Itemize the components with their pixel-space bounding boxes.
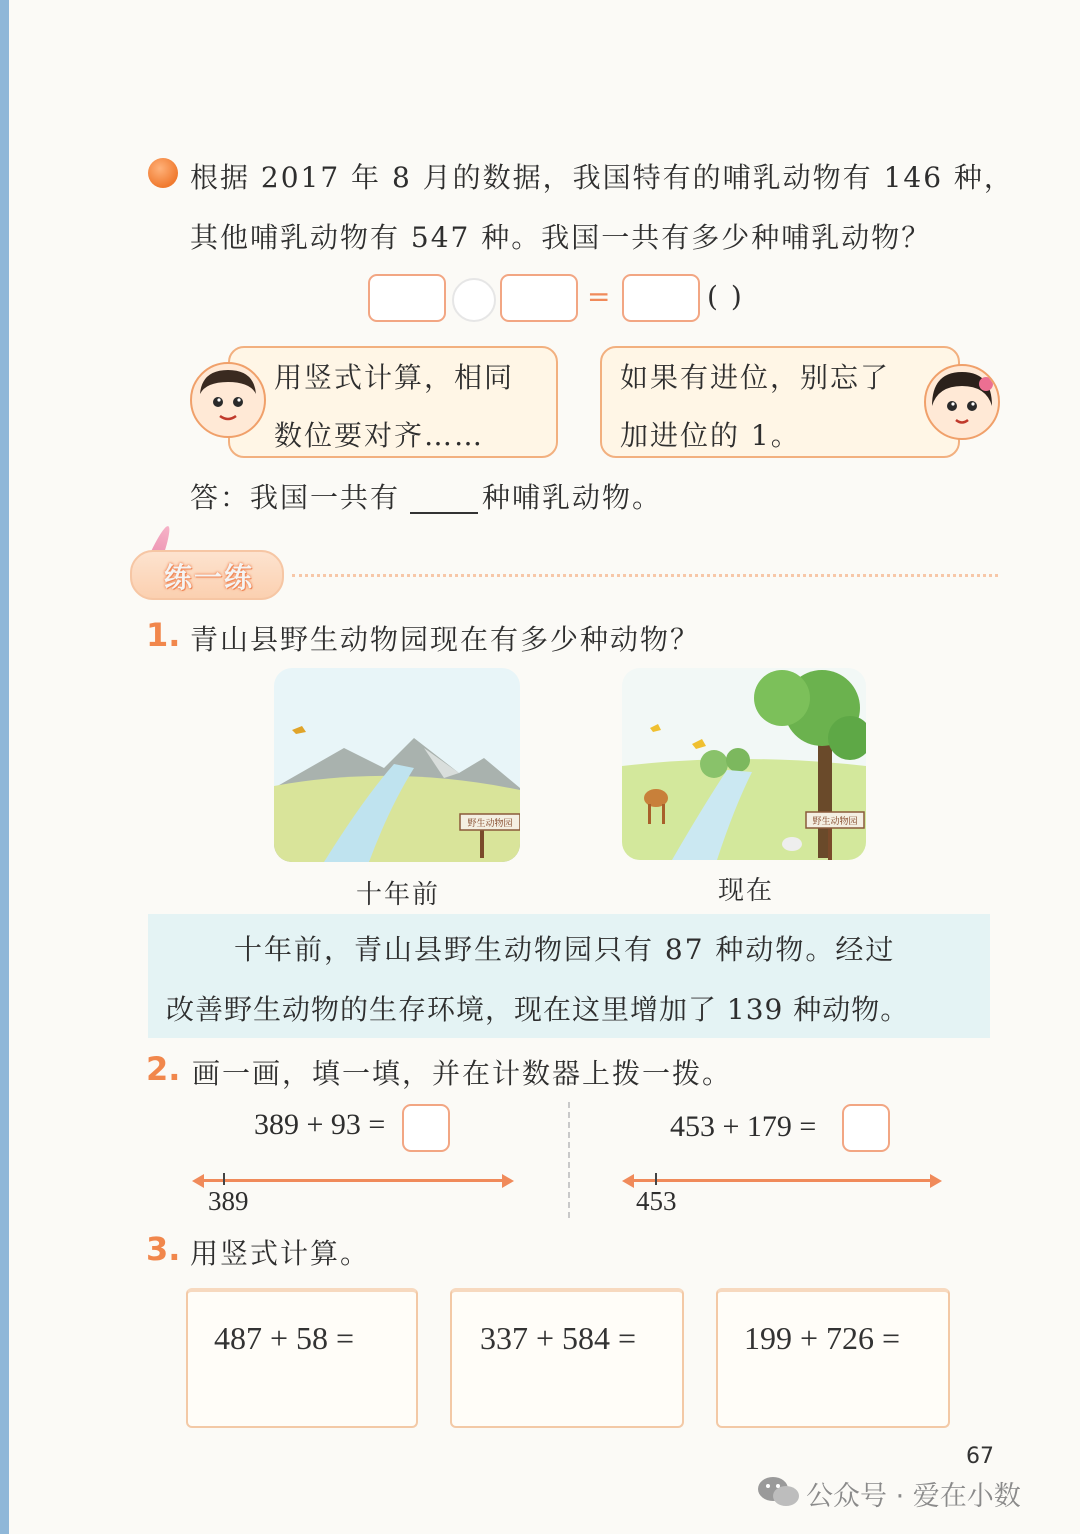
pic1-sign-text: 野生动物园	[467, 819, 513, 829]
q2-right-start-label: 453	[636, 1186, 677, 1216]
answer-blank[interactable]	[410, 512, 478, 514]
q2-left-arrow-right-icon	[502, 1174, 514, 1188]
q2-number: 2.	[146, 1050, 181, 1088]
q3-card-2[interactable]	[450, 1288, 684, 1428]
practice-title: 练一练	[164, 561, 255, 594]
equation-operand-box-2[interactable]	[500, 274, 578, 322]
picture-ten-years-ago	[274, 668, 520, 862]
q3-text: 用竖式计算。	[190, 1237, 371, 1270]
page-number: 67	[966, 1444, 994, 1469]
q2-right-expression: 453 + 179 =	[670, 1110, 817, 1143]
q2-left-number-line[interactable]	[200, 1179, 504, 1182]
boy-bubble-line-2: 数位要对齐……	[274, 419, 485, 452]
bullet-icon	[148, 158, 178, 188]
q3-expression-1: 487 + 58 =	[214, 1320, 355, 1356]
q2-right-start-tick	[655, 1173, 657, 1185]
q2-left-expression: 389 + 93 =	[254, 1108, 386, 1141]
book-spine-edge	[0, 0, 9, 1534]
girl-bubble-line-2: 加进位的 1。	[620, 419, 801, 452]
story-line-2: 改善野生动物的生存环境，现在这里增加了 139 种动物。	[166, 993, 910, 1026]
intro-line-1: 根据 2017 年 8 月的数据，我国特有的哺乳动物有 146 种，	[190, 161, 1014, 194]
equation-equals: =	[587, 280, 613, 313]
q3-expression-3: 199 + 726 =	[744, 1320, 901, 1356]
q2-right-number-line[interactable]	[630, 1179, 934, 1182]
caption-ten-years-ago: 十年前	[356, 880, 441, 910]
intro-line-2: 其他哺乳动物有 547 种。我国一共有多少种哺乳动物？	[190, 221, 932, 254]
story-line-1: 十年前，青山县野生动物园只有 87 种动物。经过	[234, 933, 896, 966]
q1-number: 1.	[146, 616, 181, 654]
q3-number: 3.	[146, 1230, 181, 1268]
q2-left-start-tick	[223, 1173, 225, 1185]
q3-card-1[interactable]	[186, 1288, 418, 1428]
caption-now: 现在	[718, 876, 775, 906]
q2-right-arrow-right-icon	[930, 1174, 942, 1188]
q2-left-start-label: 389	[208, 1186, 249, 1216]
answer-suffix: 种哺乳动物。	[482, 481, 663, 514]
q2-right-answer-box[interactable]	[842, 1104, 890, 1152]
pic2-sign-text: 野生动物园	[812, 817, 858, 827]
q2-left-answer-box[interactable]	[402, 1104, 450, 1152]
q1-text: 青山县野生动物园现在有多少种动物？	[190, 623, 701, 656]
q3-expression-2: 337 + 584 =	[480, 1320, 637, 1356]
q2-dashed-divider	[568, 1102, 570, 1218]
equation-result-box[interactable]	[622, 274, 700, 322]
boy-face-icon	[192, 364, 264, 436]
boy-bubble-line-1: 用竖式计算，相同	[274, 361, 515, 394]
equation-unit-parens: ( )	[707, 280, 744, 313]
equation-operand-box-1[interactable]	[368, 274, 446, 322]
q2-text: 画一画，填一填，并在计数器上拨一拨。	[192, 1057, 733, 1090]
q3-card-3[interactable]	[716, 1288, 950, 1428]
equation-operator-circle[interactable]	[452, 278, 496, 322]
answer-prefix: 答：我国一共有	[190, 481, 401, 514]
watermark-text: 公众号 · 爱在小数	[806, 1481, 1021, 1512]
girl-bubble-line-1: 如果有进位，别忘了	[620, 361, 891, 394]
girl-avatar	[924, 364, 1000, 440]
picture-now	[622, 668, 866, 860]
practice-divider	[292, 574, 998, 577]
boy-avatar	[190, 362, 266, 438]
wechat-icon	[756, 1474, 800, 1514]
girl-face-icon	[926, 366, 998, 438]
